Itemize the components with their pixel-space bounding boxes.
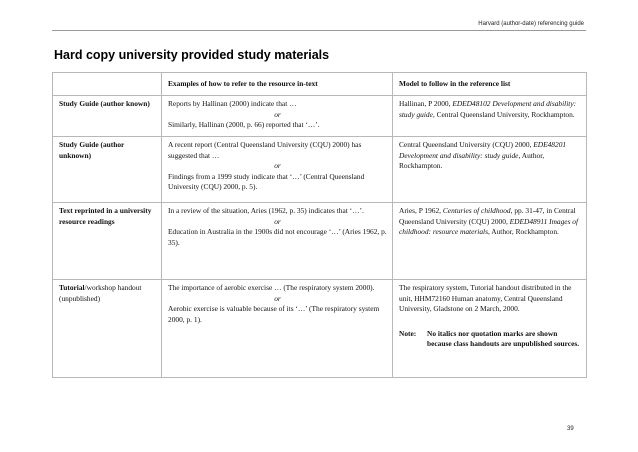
intext-example: Findings from a 1999 study indicate that ‘…’ (Central Queensland University (CQU) 2000, p. 5).	[168, 171, 365, 192]
intext-example: In a review of the situation, Aries (1962, p. 35) indicates that ‘…’.	[168, 206, 364, 215]
reference-text: , Author, Rockhampton.	[487, 227, 559, 237]
reference-text: , Author, Rockhampton.	[399, 150, 545, 171]
reference-cell	[393, 280, 587, 378]
intext-example: Aerobic exercise is valuable because of its ‘…’ (The respiratory system 2000, p. 1).	[168, 304, 380, 324]
reference-cell	[393, 96, 587, 137]
table-row	[53, 280, 587, 378]
header-cell-intext: Examples of how to refer to the resource in-text	[162, 73, 393, 96]
intext-cell	[162, 203, 393, 280]
row-label	[53, 280, 162, 378]
table-row	[53, 96, 587, 137]
note-text: No italics nor quotation marks are shown because class handouts are unpublished sources.	[427, 328, 580, 349]
table-header-row	[53, 73, 587, 96]
reference-cell	[393, 137, 587, 203]
row-label-part: Tutorial	[59, 283, 85, 292]
intext-example: Similarly, Hallinan (2000, p. 66) reported that ‘…’.	[168, 120, 320, 130]
intext-example: Education in Australia in the 1900s did not encourage ‘…’ (Aries 1962, p. 35).	[168, 227, 387, 247]
intext-cell	[162, 280, 393, 378]
reference-text: Hallinan, P 2000,	[399, 99, 453, 108]
table-row	[53, 203, 587, 280]
reference-text: The respiratory system, Tutorial handout distributed in the unit, HHM72160 Human anatomy, Central Queensland University, Gladstone on 2 March, 2000.	[399, 283, 572, 314]
intext-cell	[162, 96, 393, 137]
reference-title: Centuries of childhood	[442, 206, 511, 215]
row-label: Study Guide (author unknown)	[53, 137, 162, 203]
or-separator: or	[274, 161, 281, 171]
header-cell-empty	[53, 73, 162, 96]
header-cell-reference: Model to follow in the reference list	[393, 73, 587, 96]
row-label: Text reprinted in a university resource readings	[53, 203, 162, 280]
page-title: Hard copy university provided study materials	[54, 48, 330, 62]
note-label: Note:	[399, 328, 417, 338]
or-separator: or	[274, 293, 281, 303]
reference-text: Aries, P 1962,	[399, 206, 443, 215]
reference-text: , pp. 31-47, in Central Queensland University (CQU) 2000,	[399, 206, 576, 226]
note	[399, 329, 581, 350]
or-separator: or	[274, 109, 281, 119]
row-label-part: /workshop handout (unpublished)	[59, 283, 142, 303]
running-head: Harvard (author-date) referencing guide	[478, 21, 584, 27]
reference-cell	[393, 203, 587, 280]
reference-text: Central Queensland University (CQU) 2000,	[399, 140, 534, 149]
page-number: 39	[567, 426, 574, 432]
reference-title: EDED48911 Images of childhood: resource materials	[399, 216, 579, 237]
or-separator: or	[274, 216, 281, 226]
intext-cell	[162, 137, 393, 203]
table-row	[53, 137, 587, 203]
reference-title: EDED48102 Development and disability: study guide	[399, 99, 577, 119]
header-rule	[52, 30, 586, 31]
intext-example: The importance of aerobic exercise … (The respiratory system 2000).	[168, 283, 375, 292]
intext-example: Reports by Hallinan (2000) indicate that …	[168, 99, 297, 108]
referencing-table	[52, 72, 587, 378]
row-label: Study Guide (author known)	[53, 96, 162, 137]
reference-text: , Central Queensland University, Rockhampton.	[432, 109, 575, 119]
reference-title: EDE48201 Development and disability: study guide	[399, 140, 567, 160]
intext-example: A recent report (Central Queensland University (CQU) 2000) has suggested that …	[168, 140, 362, 160]
